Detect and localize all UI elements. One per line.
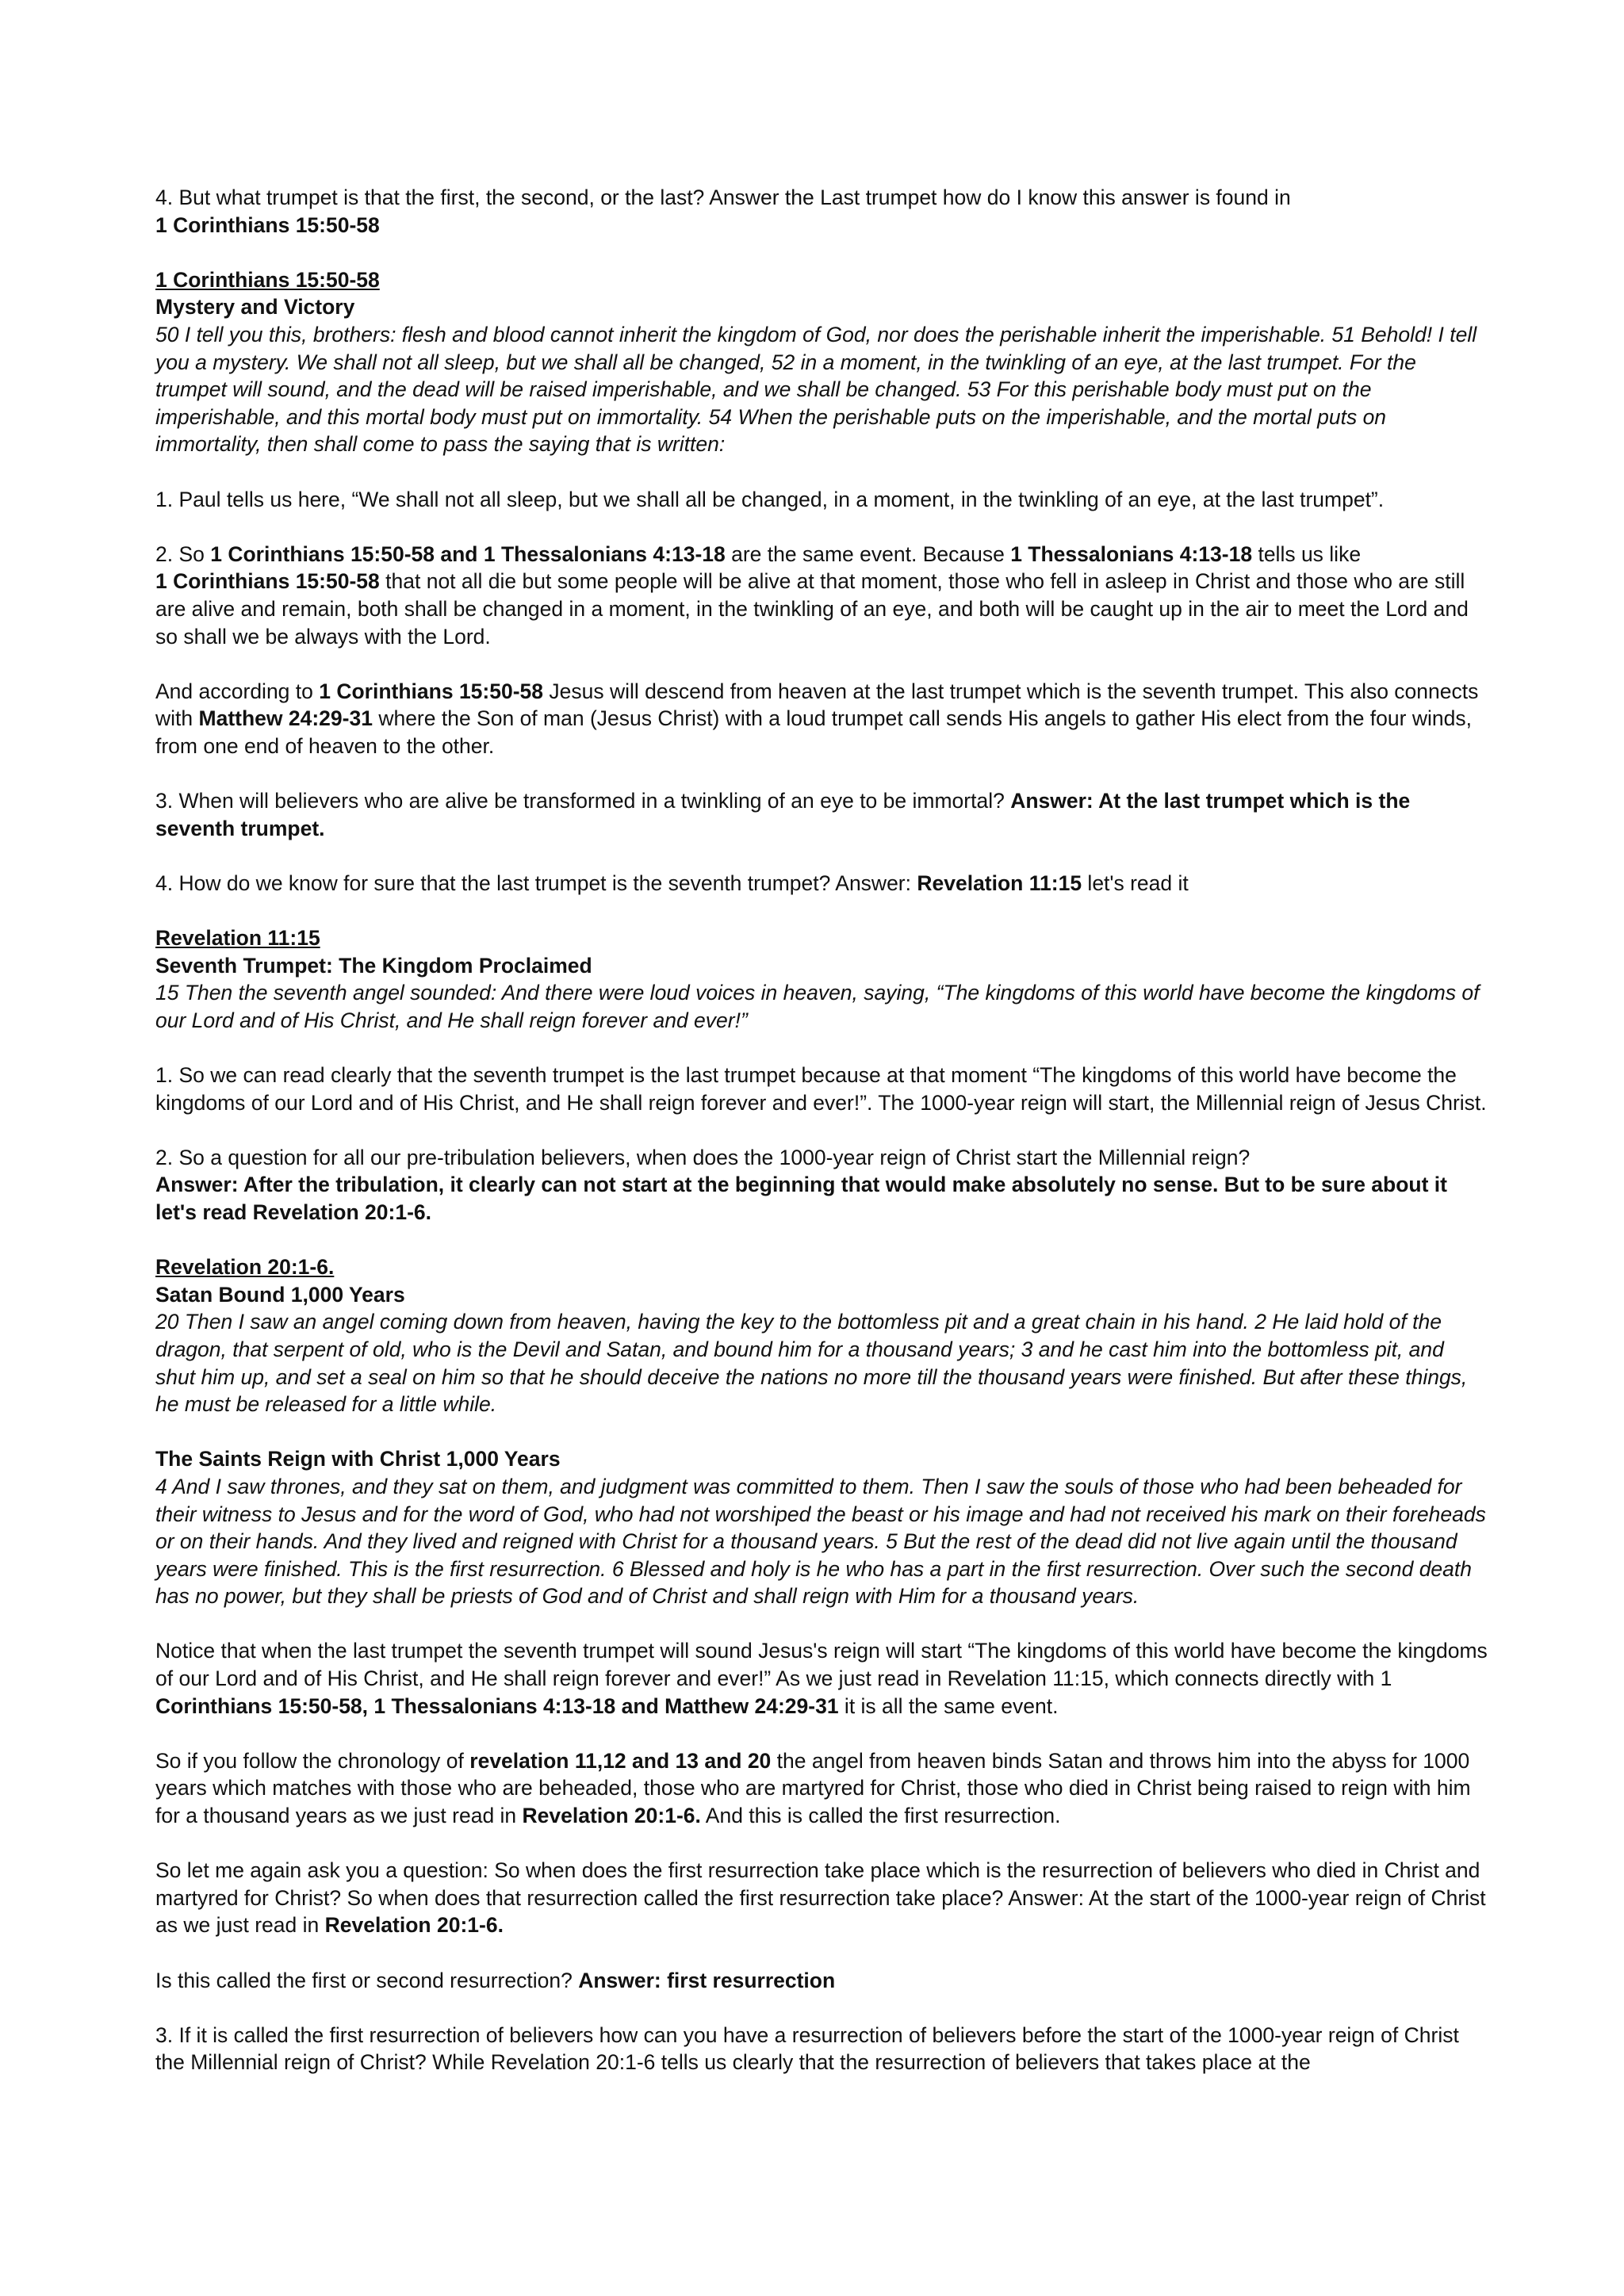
- paragraph-text: that not all die but some people will be alive at that moment, those who fell in asleep in Christ and those who are still are alive and remain, both shall be changed in a moment, in the twinkling of an eye, and both will be caught up in the air to meet the Lord and so shall we be always with the Lord.: [155, 569, 1469, 649]
- paragraph-same-event: [155, 541, 1488, 650]
- paragraph-text: tells us like: [1252, 541, 1362, 566]
- scripture-reference: revelation 11,12 and 13 and 20: [469, 1748, 772, 1773]
- paragraph-text: And this is called the first resurrection.: [700, 1804, 1061, 1828]
- paragraph-text: are the same event. Because: [725, 541, 1011, 566]
- paragraph-text: 2. So a question for all our pre-tribulation believers, when does the 1000-year reign of Christ start the Millennial reign?: [155, 1145, 1251, 1169]
- paragraph-first-resurrection-question: 3. If it is called the first resurrection of believers how can you have a resurrection of believers before the start of the 1000-year reign of Christ the Millennial reign of Christ? While Revelation 20:1-6 tells us clearly that the resurrection of believers that takes place at the: [155, 2022, 1459, 2075]
- scripture-quote-rev11: 15 Then the seventh angel sounded: And there were loud voices in heaven, saying, “The kingdoms of this world have become the kingdoms of our Lord and of His Christ, and He shall reign forever and ever!”: [155, 981, 1480, 1032]
- section-reference-rev20: Revelation 20:1-6.: [155, 1255, 335, 1280]
- document-page: [155, 184, 1488, 2076]
- paragraph-text: So if you follow the chronology of: [155, 1748, 470, 1773]
- paragraph-ask-again: [155, 1857, 1488, 1939]
- scripture-reference: 1 Corinthians 15:50-58 and 1 Thessalonians 4:13-18: [210, 541, 726, 566]
- paragraph-text: 2. So: [155, 541, 211, 566]
- answer-text: Answer: At the last trumpet which is the seventh trumpet.: [155, 789, 1411, 840]
- answer-text: Answer: first resurrection: [578, 1968, 836, 1992]
- paragraph-text: where the Son of man (Jesus Christ) with a loud trumpet call sends His angels to gather His elect from the four winds, from one end of heaven to the other.: [155, 706, 1472, 758]
- scripture-reference: Corinthians 15:50-58, 1 Thessalonians 4:13-18 and Matthew 24:29-31: [155, 1693, 839, 1718]
- section-reference-rev11: Revelation 11:15: [155, 926, 320, 951]
- paragraph-pre-trib-question: [155, 1144, 1488, 1226]
- paragraph-text: Is this called the first or second resurrection?: [155, 1968, 579, 1992]
- section-heading-mystery-victory: Mystery and Victory: [155, 295, 355, 320]
- paragraph-text: 4. But what trumpet is that the first, the second, or the last? Answer the Last trumpet how do I know this answer is found in: [155, 186, 1291, 209]
- paragraph-text: Jesus will descend from heaven at the last trumpet which is the seventh trumpet. This also connects with: [155, 679, 1479, 731]
- paragraph-text: Notice that when the last trumpet the seventh trumpet will sound Jesus's reign will start “The kingdoms of this world have become the kingdoms of our Lord and of His Christ, and He shall reign forever and ever!” As we just read in Revelation 11:15, which connects directly with 1: [155, 1639, 1488, 1691]
- paragraph-text: the angel from heaven binds Satan and throws him into the abyss for 1000 years which matches with those who are beheaded, those who are martyred for Christ, those who died in Christ being raised to reign with him for a thousand years as we just read in: [155, 1748, 1471, 1828]
- scripture-reference: 1 Corinthians 15:50-58: [155, 212, 380, 237]
- paragraph-text: 3. When will believers who are alive be transformed in a twinkling of an eye to be immortal?: [155, 789, 1011, 813]
- paragraph-text: So let me again ask you a question: So when does the first resurrection take place which is the resurrection of believers who died in Christ and martyred for Christ? So when does that resurrection called the first resurrection take place? Answer: At the start of the 1000-year reign of Christ as we just read in: [155, 1858, 1486, 1938]
- scripture-reference: 1 Thessalonians 4:13-18: [1010, 541, 1253, 566]
- section-heading-saints-reign: The Saints Reign with Christ 1,000 Years: [155, 1447, 561, 1471]
- paragraph-text: And according to: [155, 679, 320, 703]
- paragraph-notice: [155, 1637, 1488, 1720]
- section-reference-1cor: 1 Corinthians 15:50-58: [155, 267, 380, 292]
- paragraph-when-transformed: [155, 787, 1488, 842]
- paragraph-text: 4. How do we know for sure that the last trumpet is the seventh trumpet? Answer:: [155, 871, 917, 895]
- scripture-quote-rev20-4-6: 4 And I saw thrones, and they sat on them, and judgment was committed to them. Then I saw the souls of those who had been beheaded for their witness to Jesus and for the word of God, who had not worshiped the beast or his image and had not received his mark on their foreheads or on their hands. And they lived and reigned with Christ for a thousand years. 5 But the rest of the dead did not live again until the thousand years were finished. This is the first resurrection. 6 Blessed and holy is he who has a part in the first resurrection. Over such the second death has no power, but they shall be priests of God and of Christ and shall reign with Him for a thousand years.: [155, 1474, 1486, 1609]
- scripture-reference: Revelation 20:1-6.: [324, 1913, 504, 1938]
- paragraph-seventh-is-last: 1. So we can read clearly that the seventh trumpet is the last trumpet because at that moment “The kingdoms of this world have become the kingdoms of our Lord and of His Christ, and He shall reign forever and ever!”. The 1000-year reign will start, the Millennial reign of Jesus Christ.: [155, 1063, 1487, 1115]
- section-heading-seventh-trumpet: Seventh Trumpet: The Kingdom Proclaimed: [155, 953, 592, 978]
- scripture-reference: Matthew 24:29-31: [198, 706, 373, 731]
- paragraph-text: it is all the same event.: [838, 1693, 1059, 1718]
- scripture-reference: 1 Corinthians 15:50-58: [319, 679, 544, 703]
- section-heading-satan-bound: Satan Bound 1,000 Years: [155, 1282, 405, 1307]
- scripture-quote-rev20-1-3: 20 Then I saw an angel coming down from heaven, having the key to the bottomless pit and a great chain in his hand. 2 He laid hold of the dragon, that serpent of old, who is the Devil and Satan, and bound him for a thousand years; 3 and he cast him into the bottomless pit, and shut him up, and set a seal on him so that he should deceive the nations no more till the thousand years were finished. But after these things, he must be released for a little while.: [155, 1310, 1468, 1417]
- scripture-quote-1cor: 50 I tell you this, brothers: flesh and blood cannot inherit the kingdom of God, nor does the perishable inherit the imperishable. 51 Behold! I tell you a mystery. We shall not all sleep, but we shall all be changed, 52 in a moment, in the twinkling of an eye, at the last trumpet. For the trumpet will sound, and the dead will be raised imperishable, and we shall be changed. 53 For this perishable body must put on the imperishable, and this mortal body must put on immortality. 54 When the perishable puts on the imperishable, and the mortal puts on immortality, then shall come to pass the saying that is written:: [155, 322, 1477, 457]
- paragraph-paul-tells: 1. Paul tells us here, “We shall not all sleep, but we shall all be changed, in a moment, in the twinkling of an eye, at the last trumpet”.: [155, 487, 1385, 511]
- paragraph-according-to: [155, 678, 1488, 760]
- paragraph-chronology: [155, 1747, 1488, 1830]
- paragraph-last-trumpet-question: [155, 184, 1488, 239]
- answer-text: Answer: After the tribulation, it clearly can not start at the beginning that would make absolutely no sense. But to be sure about it let's read Revelation 20:1-6.: [155, 1173, 1447, 1224]
- scripture-reference: Revelation 20:1-6.: [522, 1804, 701, 1828]
- paragraph-how-do-we-know: [155, 870, 1488, 897]
- scripture-reference: Revelation 11:15: [917, 871, 1082, 895]
- paragraph-first-or-second: [155, 1967, 1488, 1995]
- scripture-reference: 1 Corinthians 15:50-58: [155, 569, 380, 594]
- paragraph-text: let's read it: [1082, 871, 1189, 895]
